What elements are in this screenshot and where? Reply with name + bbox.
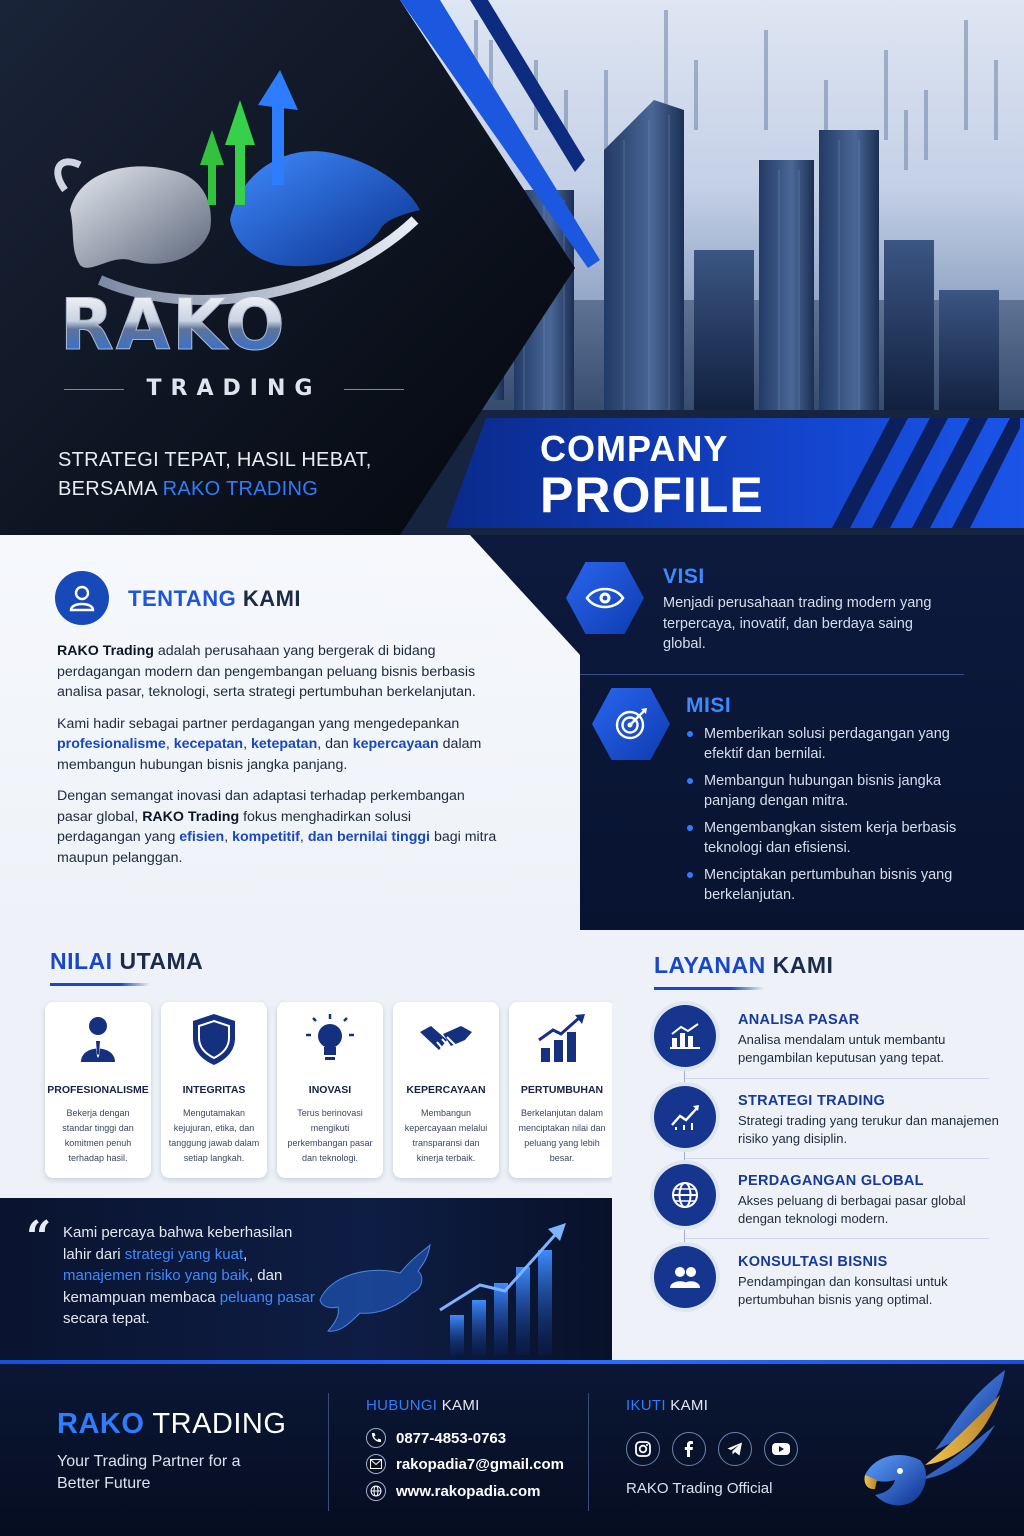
misi-item: Membangun hubungan bisnis jangka panjang dengan mitra. <box>686 771 966 811</box>
trend-line-icon <box>654 1086 716 1148</box>
contact-phone[interactable] <box>366 1428 506 1448</box>
core-values-title <box>50 948 203 975</box>
service-desc: Strategi trading yang terukur dan manajemen risiko yang disiplin. <box>738 1113 999 1146</box>
value-card-pertumbuhan <box>509 1002 615 1178</box>
hero-tagline <box>58 446 372 504</box>
service-desc: Pendampingan dan konsultasi untuk pertumbuhan bisnis yang optimal. <box>738 1274 948 1307</box>
service-divider <box>685 1238 989 1239</box>
quote-highlight-1: strategi yang kuat <box>124 1245 244 1263</box>
value-card-title: INTEGRITAS <box>182 1084 246 1096</box>
footer-tagline: Your Trading Partner for a Better Future <box>57 1453 241 1492</box>
value-card-profesionalisme <box>45 1002 151 1178</box>
service-title: KONSULTASI BISNIS <box>738 1254 888 1270</box>
about-p2-highlight-2: kecepatan <box>173 736 244 752</box>
value-card-desc: Terus berinovasi mengikuti perkembangan pasar dan teknologi. <box>287 1108 373 1163</box>
hero-section <box>0 0 1024 535</box>
handshake-icon <box>417 1010 475 1068</box>
about-title <box>128 586 301 612</box>
brand-logo-text: RAKO <box>60 284 287 366</box>
about-p2-text-d: , dan <box>317 736 353 752</box>
about-p3-text-d: , <box>299 829 308 845</box>
quote-mark-icon: “ <box>26 1212 52 1263</box>
quote-highlight-2: manajemen risiko yang baik <box>63 1267 249 1284</box>
bull-growth-illustration-icon <box>300 1205 600 1355</box>
misi-item: Mengembangkan sistem kerja berbasis teknologi dan efisiensi. <box>686 818 966 858</box>
eagle-logo-icon <box>855 1365 1015 1525</box>
visi-text: Menjadi perusahaan trading modern yang terpercaya, inovatif, dan berdaya saing global. <box>663 595 932 652</box>
footer-brand-rest: TRADING <box>144 1408 287 1440</box>
core-values-cards <box>45 1002 615 1178</box>
shield-icon <box>185 1010 243 1068</box>
tagline-prefix: BERSAMA <box>58 478 163 500</box>
about-p2-highlight-1: profesionalisme <box>57 736 166 752</box>
misi-title: MISI <box>686 694 732 717</box>
services-title-rest: KAMI <box>765 952 834 978</box>
brand-logo-subtext: TRADING <box>64 376 404 401</box>
footer-brand <box>57 1408 286 1441</box>
contact-email[interactable] <box>366 1454 564 1474</box>
about-p2-highlight-4: kepercayaan <box>352 736 439 752</box>
service-divider <box>685 1078 989 1079</box>
misi-item: Menciptakan pertumbuhan bisnis yang berkelanjutan. <box>686 865 966 905</box>
misi-list <box>686 724 966 912</box>
people-icon <box>654 1246 716 1308</box>
service-title: PERDAGANGAN GLOBAL <box>738 1173 924 1189</box>
quote-highlight-3: peluang pasar <box>219 1288 315 1306</box>
services-title <box>654 952 833 979</box>
visi-title: VISI <box>663 565 705 588</box>
value-card-desc: Bekerja dengan standar tinggi dan komitmen penuh terhadap hasil. <box>62 1108 134 1163</box>
service-divider <box>685 1158 989 1159</box>
tagline-line-1: STRATEGI TEPAT, HASIL HEBAT, <box>58 449 372 471</box>
contact-title-rest: KAMI <box>437 1397 480 1414</box>
footer-divider <box>328 1393 329 1511</box>
telegram-icon[interactable] <box>718 1432 752 1466</box>
about-p2-highlight-3: ketepatan <box>251 736 318 752</box>
services-underline <box>654 987 764 990</box>
tagline-line-2 <box>58 475 372 504</box>
banner-stripes-icon <box>820 418 1020 528</box>
contact-title <box>366 1397 480 1414</box>
about-p3-highlight-2: kompetitif <box>232 829 300 845</box>
about-p3-highlight-1: efisien <box>179 829 225 845</box>
about-title-rest: KAMI <box>236 586 302 611</box>
service-desc: Analisa mendalam untuk membantu pengambilan keputusan yang tepat. <box>738 1032 946 1065</box>
globe-icon <box>366 1481 386 1501</box>
service-title: ANALISA PASAR <box>738 1012 860 1028</box>
instagram-icon[interactable] <box>626 1432 660 1466</box>
value-card-title: KEPERCAYAAN <box>406 1084 486 1096</box>
vision-mission-divider <box>580 674 964 675</box>
about-paragraph-2 <box>57 714 497 776</box>
follow-title <box>626 1397 708 1414</box>
phone-icon <box>366 1428 386 1448</box>
value-card-desc: Berkelanjutan dalam menciptakan nilai dan peluang yang lebih besar. <box>518 1108 606 1163</box>
bar-chart-icon <box>654 1005 716 1067</box>
company-profile-title-line-1: COMPANY <box>540 428 729 469</box>
email-icon <box>366 1454 386 1474</box>
services-title-highlight: LAYANAN <box>654 952 766 978</box>
youtube-icon[interactable] <box>764 1432 798 1466</box>
about-p3-highlight-3: dan bernilai tinggi <box>307 829 430 845</box>
footer-brand-highlight: RAKO <box>57 1408 145 1440</box>
value-card-integritas <box>161 1002 267 1178</box>
footer-accent-line <box>0 1360 1024 1364</box>
contact-title-highlight: HUBUNGI <box>366 1397 438 1414</box>
company-profile-title-line-2: PROFILE <box>540 467 764 523</box>
about-p3-text-c: , <box>224 829 233 845</box>
social-links <box>626 1432 798 1466</box>
about-paragraph-1 <box>57 641 497 703</box>
contact-website[interactable] <box>366 1481 541 1501</box>
misi-item: Memberikan solusi perdagangan yang efektif dan bernilai. <box>686 724 966 764</box>
about-p3-bold: RAKO Trading <box>142 808 240 825</box>
service-title: STRATEGI TRADING <box>738 1093 886 1109</box>
about-paragraph-3 <box>57 786 497 868</box>
core-values-title-highlight: NILAI <box>50 948 113 974</box>
social-handle: RAKO Trading Official <box>626 1480 773 1497</box>
follow-title-highlight: IKUTI <box>626 1397 666 1414</box>
growth-chart-icon <box>533 1010 591 1068</box>
quote-text-d: secara tepat. <box>63 1310 150 1327</box>
quote-text-c: , dan kemampuan membaca <box>63 1267 283 1306</box>
website-link[interactable]: www.rakopadia.com <box>396 1482 541 1500</box>
phone-number[interactable]: 0877-4853-0763 <box>396 1429 507 1447</box>
lightbulb-icon <box>301 1010 359 1068</box>
about-title-highlight: TENTANG <box>128 586 237 611</box>
about-p3-text-a: Dengan semangat inovasi dan adaptasi terhadap perkembangan pasar global, <box>57 788 465 825</box>
value-card-kepercayaan <box>393 1002 499 1178</box>
value-card-title: PERTUMBUHAN <box>520 1084 604 1096</box>
about-p2-text-c: , <box>243 736 251 752</box>
about-p3-text-b: fokus menghadirkan solusi perdagangan yang <box>57 808 412 845</box>
about-p2-text-a: Kami hadir sebagai partner perdagangan yang mengedepankan <box>57 715 460 732</box>
value-card-title: INOVASI <box>308 1084 352 1096</box>
value-card-inovasi <box>277 1002 383 1178</box>
businessman-icon <box>69 1010 127 1068</box>
globe-icon <box>654 1164 716 1226</box>
core-values-underline <box>50 983 150 986</box>
service-desc: Akses peluang di berbagai pasar global dengan teknologi modern. <box>738 1193 966 1226</box>
email-address[interactable]: rakopadia7@gmail.com <box>396 1455 565 1473</box>
about-p1-text: adalah perusahaan yang bergerak di bidang perdagangan modern dan pengembangan peluang bisnis berbasis analisa pasar, teknologi, serta strategi pertumbuhan berkelanjutan. <box>57 643 476 700</box>
core-values-title-rest: UTAMA <box>112 948 204 974</box>
facebook-icon[interactable] <box>672 1432 706 1466</box>
footer-divider <box>588 1393 589 1511</box>
about-p3-text-e: bagi mitra maupun pelanggan. <box>57 829 497 866</box>
value-card-desc: Membangun kepercayaan melalui transparansi dan kinerja terbaik. <box>404 1108 488 1163</box>
user-icon <box>55 571 109 625</box>
quote-text-b: , <box>243 1245 248 1263</box>
services-connector-line <box>684 1040 685 1270</box>
value-card-title: PROFESIONALISME <box>47 1084 149 1096</box>
about-p2-text-e: dalam membangun hubungan bisnis jangka panjang. <box>57 736 482 773</box>
about-p1-bold: RAKO Trading <box>57 643 154 659</box>
about-body <box>57 641 497 879</box>
value-card-desc: Mengutamakan kejujuran, etika, dan tanggung jawab dalam setiap langkah. <box>168 1108 260 1163</box>
quote-text <box>63 1222 323 1330</box>
follow-title-rest: KAMI <box>665 1397 709 1414</box>
tagline-brand: RAKO TRADING <box>162 478 319 500</box>
about-p2-text-b: , <box>165 736 174 752</box>
quote-text-a: Kami percaya bahwa keberhasilan lahir dari <box>63 1224 293 1263</box>
